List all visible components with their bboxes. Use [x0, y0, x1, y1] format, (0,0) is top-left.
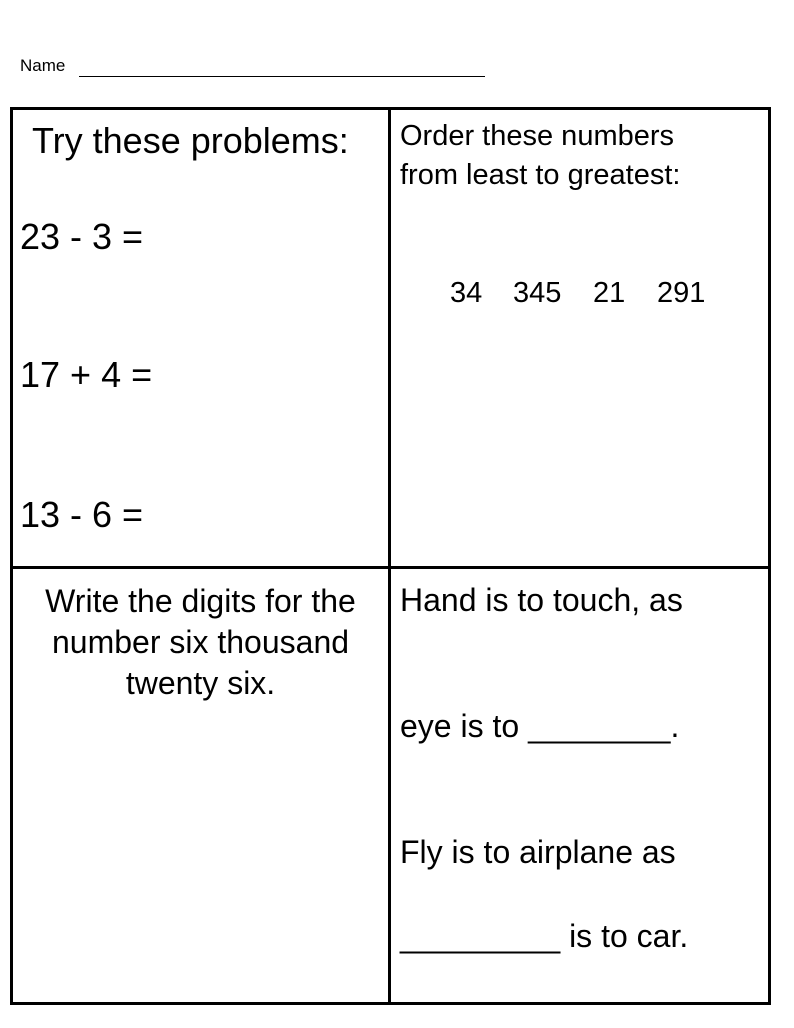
q3-line-3: twenty six.: [125, 665, 276, 701]
q2-number-3: 21: [593, 277, 626, 309]
q4-line-3: Fly is to airplane as: [400, 834, 676, 870]
q2-instruction-line-2: from least to greatest:: [400, 159, 681, 191]
q1-problem-1: 23 - 3 =: [20, 216, 144, 257]
q4-line-1: Hand is to touch, as: [400, 582, 683, 618]
q3-line-1: Write the digits for the: [45, 583, 356, 619]
q4-line-4: _________ is to car.: [400, 918, 689, 954]
q4-line-2: eye is to ________.: [400, 708, 680, 744]
q2-number-1: 34: [450, 277, 483, 309]
name-label: Name: [20, 56, 66, 75]
q2-number-2: 345: [513, 277, 562, 309]
q1-problem-3: 13 - 6 =: [20, 494, 144, 535]
grid-vertical-divider: [388, 107, 391, 1005]
q2-number-4: 291: [657, 277, 706, 309]
q1-title: Try these problems:: [32, 120, 349, 161]
q2-instruction-line-1: Order these numbers: [400, 120, 675, 152]
name-line[interactable]: [79, 76, 485, 77]
q3-line-2: number six thousand: [51, 624, 350, 660]
grid-horizontal-divider: [10, 566, 771, 569]
q1-problem-2: 17 + 4 =: [20, 354, 153, 395]
